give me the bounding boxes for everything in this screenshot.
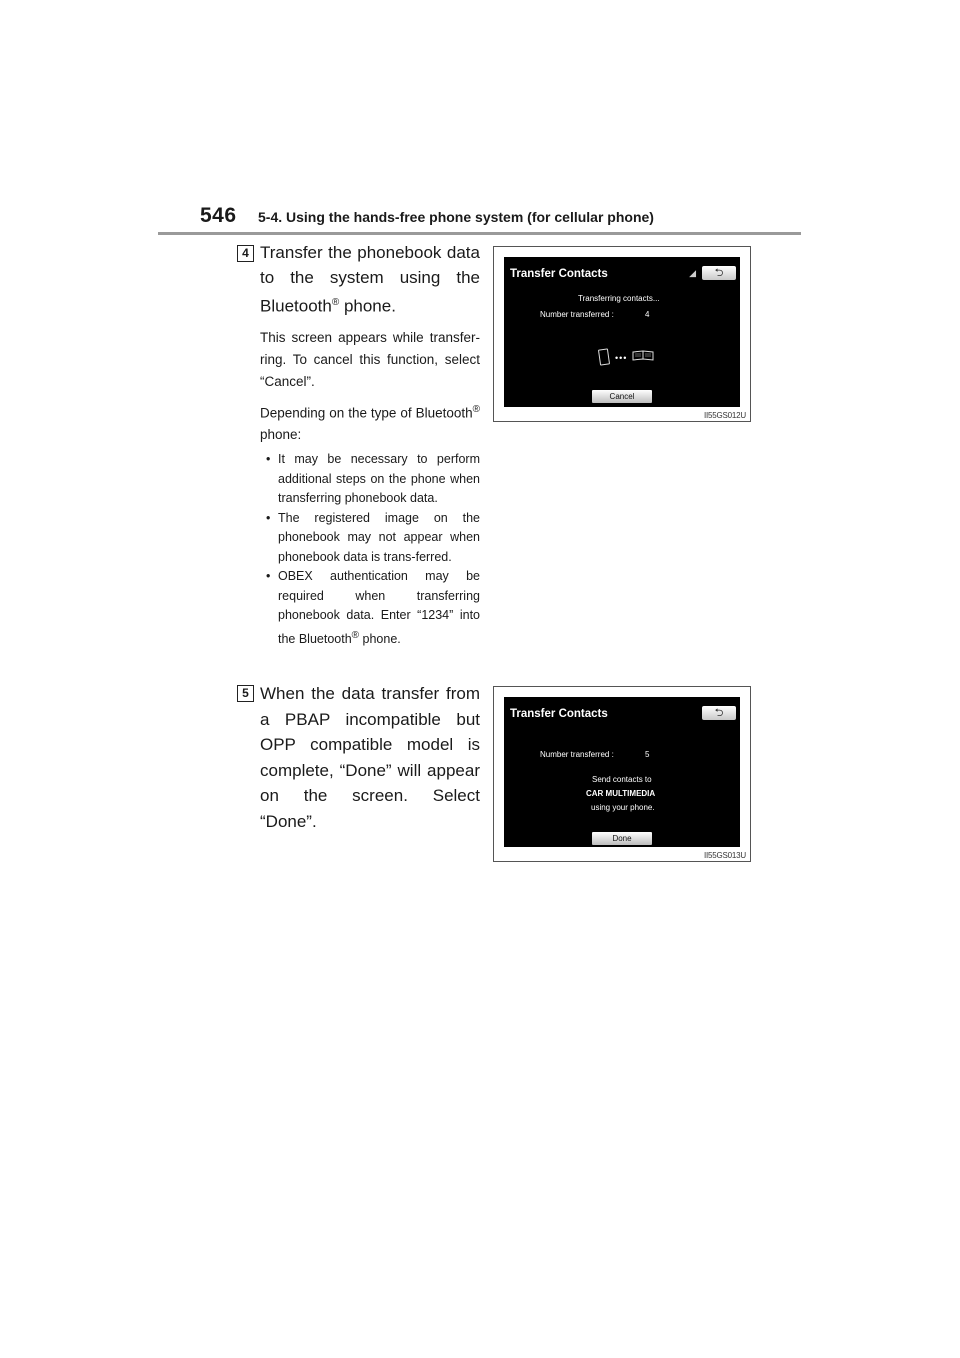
section-title: 5-4. Using the hands-free phone system (for cellular phone) (258, 209, 654, 225)
message-line-2: CAR MULTIMEDIA (586, 789, 656, 798)
step-4-text (260, 240, 480, 649)
transfer-screen-figure (493, 246, 751, 422)
done-screen (504, 697, 740, 847)
count-value: 4 (645, 310, 650, 319)
step-5-text (260, 681, 480, 834)
step-5-marker: 5 (237, 685, 254, 702)
step-4-marker: 4 (237, 245, 254, 262)
step-5-lead: When the data transfer from a PBAP incompatible but OPP compatible model is complete, “Done” will appear on the screen. Select “Done”. (260, 684, 480, 831)
screen-title: Transfer Contacts (510, 268, 608, 280)
list-item: • It may be necessary to perform additional steps on the phone when transferring phonebook data. (266, 452, 480, 506)
step-4-lead: Transfer the phonebook data to the system using the Bluetooth® phone. (260, 243, 480, 316)
page-number: 546 (200, 204, 237, 227)
step-4-depending: Depending on the type of Bluetooth® phone: (260, 403, 480, 443)
registered-mark: ® (472, 403, 480, 415)
count-label: Number transferred : (540, 310, 614, 319)
header-rule (158, 232, 801, 235)
transfer-dots-icon: ••• (615, 353, 628, 363)
back-button[interactable]: ⮌ (702, 266, 736, 280)
cancel-button[interactable]: Cancel (592, 390, 652, 403)
signal-icon: ◢ (689, 268, 696, 278)
step-4-note: This screen appears while transfer-ring. To cancel this function, select “Cancel”. (260, 329, 480, 389)
done-screen-figure (493, 686, 751, 862)
back-button[interactable]: ⮌ (702, 706, 736, 720)
count-value: 5 (645, 750, 650, 759)
list-item: • OBEX authentication may be required when transferring phonebook data. Enter “1234” into the Bluetooth® phone. (266, 569, 480, 646)
message-line-3: using your phone. (591, 803, 655, 812)
screen-title: Transfer Contacts (510, 708, 608, 720)
list-item: • The registered image on the phonebook may not appear when phonebook data is trans-ferred. (266, 510, 480, 564)
step-4-bullets (260, 450, 480, 649)
phone-icon (598, 348, 610, 365)
message-line-1: Send contacts to (592, 775, 652, 784)
phonebook-icon (632, 350, 654, 361)
transfer-screen (504, 257, 740, 407)
registered-mark: ® (351, 629, 360, 641)
status-text: Transferring contacts... (578, 294, 660, 303)
registered-mark: ® (331, 297, 340, 308)
count-label: Number transferred : (540, 750, 614, 759)
figure-code: II55GS013U (703, 851, 746, 860)
done-button[interactable]: Done (592, 832, 652, 845)
figure-code: II55GS012U (703, 411, 746, 420)
